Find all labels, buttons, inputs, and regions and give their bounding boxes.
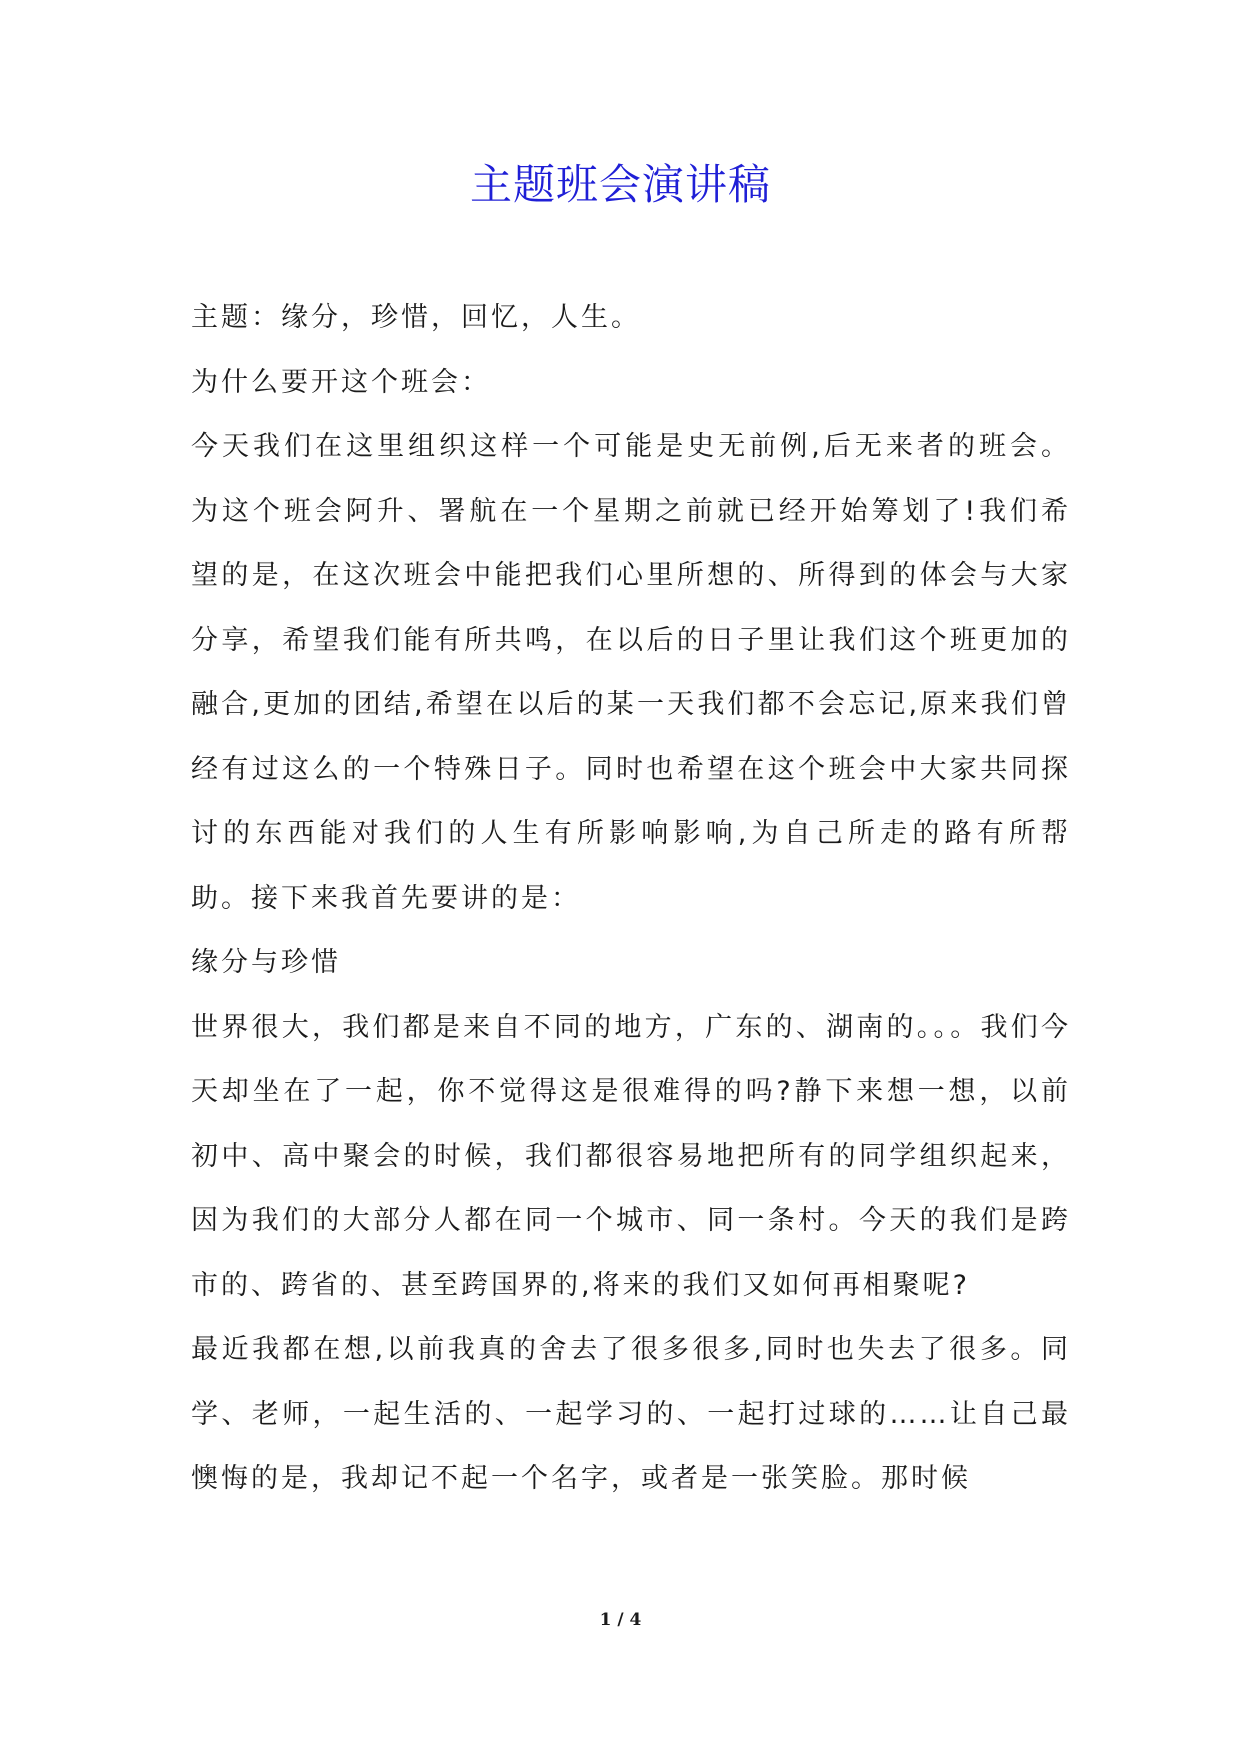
page-number: 1 / 4	[599, 1610, 642, 1630]
document-title: 主题班会演讲稿	[469, 160, 771, 209]
paragraph-intro: 今天我们在这里组织这样一个可能是史无前例,后无来者的班会。为这个班会阿升、署航在一个星期之前就已经开始筹划了!我们希望的是，在这次班会中能把我们心里所想的、所得到的体会与大家分享，希望我们能有所共鸣，在以后的日子里让我们这个班更加的融合,更加的团结,希望在以后的某一天我们都不会忘记,原来我们曾经有过这么的一个特殊日子。同时也希望在这个班会中大家共同探讨的东西能对我们的人生有所影响影响,为自己所走的路有所帮助。接下来我首先要讲的是：	[191, 431, 1071, 914]
document-body	[191, 286, 1071, 1512]
paragraph-recent: 最近我都在想,以前我真的舍去了很多很多,同时也失去了很多。同学、老师，一起生活的、一起学习的、一起打过球的……让自己最懊悔的是，我却记不起一个名字，或者是一张笑脸。那时候	[191, 1334, 1071, 1494]
paragraph-world: 世界很大，我们都是来自不同的地方，广东的、湖南的。。。我们今天却坐在了一起，你不觉得这是很难得的吗?静下来想一想，以前初中、高中聚会的时候，我们都很容易地把所有的同学组织起来，因为我们的大部分人都在同一个城市、同一条村。今天的我们是跨市的、跨省的、甚至跨国界的,将来的我们又如何再相聚呢?	[191, 1011, 1071, 1301]
paragraph-topic: 主题：缘分，珍惜，回忆，人生。	[191, 302, 641, 333]
paragraph-why-heading: 为什么要开这个班会：	[191, 366, 491, 398]
section-heading-fate: 缘分与珍惜	[191, 947, 341, 978]
